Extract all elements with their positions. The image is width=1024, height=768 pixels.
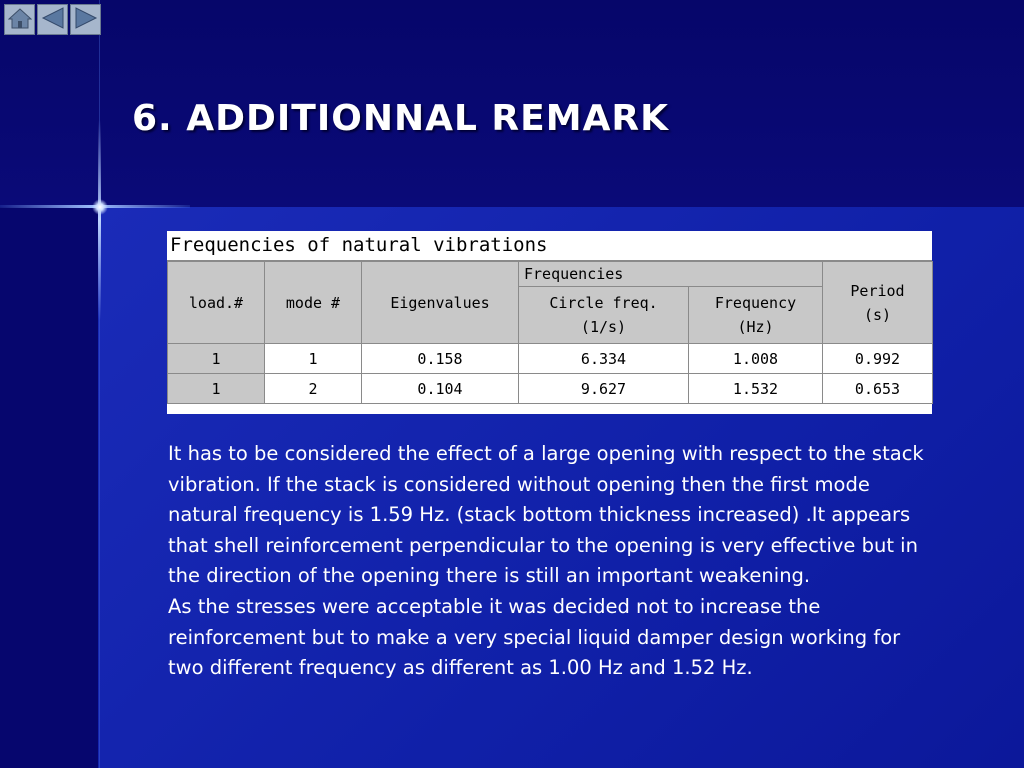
vertical-glow-line — [98, 120, 101, 320]
cell-circle-freq: 9.627 — [519, 374, 689, 404]
table-row — [168, 374, 933, 404]
frequency-unit: (Hz) — [737, 318, 774, 336]
arrow-right-icon — [74, 6, 98, 34]
cell-period: 0.653 — [823, 374, 933, 404]
column-header-eigenvalues: Eigenvalues — [362, 262, 519, 344]
cell-load: 1 — [168, 344, 265, 374]
period-label: Period — [850, 281, 905, 300]
table-header-row — [168, 262, 933, 287]
next-slide-button[interactable] — [70, 4, 101, 35]
cell-circle-freq: 6.334 — [519, 344, 689, 374]
column-header-load: load.# — [168, 262, 265, 344]
paragraph: It has to be considered the effect of a large opening with respect to the stack vibration. If the stack is considered without opening then the first mode natural frequency is 1.59 Hz. (stack bottom thickness increased) .It appears that shell reinforcement perpendicular to the opening is very effective but in the direction of the opening there is still an important weakening. — [168, 442, 924, 588]
frequency-table-panel — [167, 231, 932, 414]
slide-title: 6. ADDITIONNAL REMARK — [132, 98, 670, 139]
cell-eigenvalue: 0.158 — [362, 344, 519, 374]
cell-mode: 1 — [265, 344, 362, 374]
home-button[interactable] — [4, 4, 35, 35]
period-unit: (s) — [863, 305, 892, 324]
body-text — [168, 439, 928, 684]
cell-frequency: 1.532 — [689, 374, 823, 404]
column-group-frequencies: Frequencies — [519, 262, 823, 287]
cell-period: 0.992 — [823, 344, 933, 374]
column-header-frequency — [689, 287, 823, 344]
vertical-rule — [99, 0, 100, 768]
cell-mode: 2 — [265, 374, 362, 404]
circle-freq-label: Circle freq. — [549, 294, 658, 312]
home-icon — [8, 7, 32, 33]
cell-load: 1 — [168, 374, 265, 404]
left-band — [0, 207, 98, 768]
column-header-circle-freq — [519, 287, 689, 344]
arrow-left-icon — [41, 6, 65, 34]
sparkle-icon — [92, 199, 108, 215]
table-caption: Frequencies of natural vibrations — [167, 231, 932, 261]
previous-slide-button[interactable] — [37, 4, 68, 35]
table-row — [168, 344, 933, 374]
column-header-mode: mode # — [265, 262, 362, 344]
frequency-table — [167, 261, 933, 404]
paragraph: As the stresses were acceptable it was decided not to increase the reinforcement but to make a very special liquid damper design working for two different frequency as different as 1.00 Hz and 1.52 Hz. — [168, 594, 901, 680]
frequency-label: Frequency — [714, 294, 797, 312]
cell-frequency: 1.008 — [689, 344, 823, 374]
circle-freq-unit: (1/s) — [580, 318, 627, 336]
cell-eigenvalue: 0.104 — [362, 374, 519, 404]
column-header-period — [823, 262, 933, 344]
slide-navigation — [4, 4, 101, 35]
